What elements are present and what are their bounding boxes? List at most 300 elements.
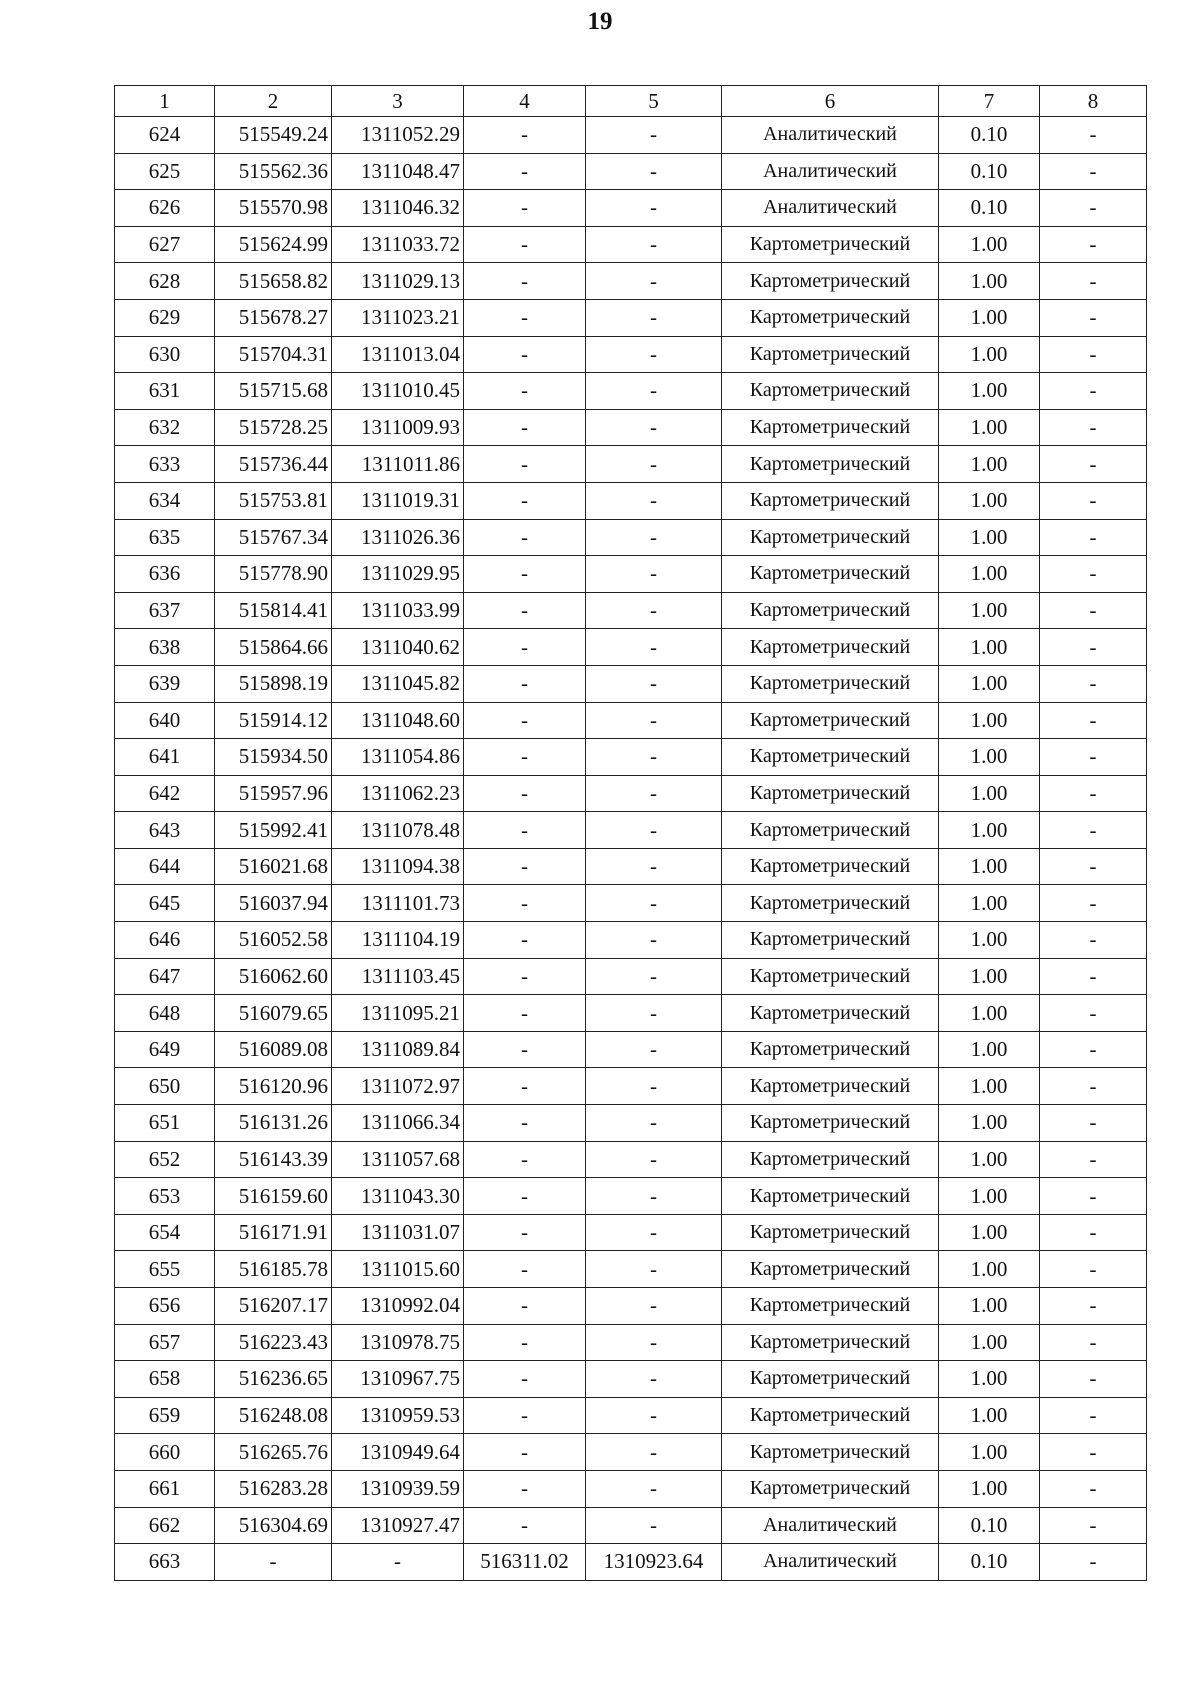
new-y-coordinate-cell: - <box>586 592 722 629</box>
table-row <box>115 1324 1147 1361</box>
y-coordinate-cell: 1311078.48 <box>332 812 464 849</box>
column-header-3: 3 <box>332 86 464 117</box>
new-y-coordinate-cell: - <box>586 299 722 336</box>
new-x-coordinate-cell: - <box>464 1361 586 1398</box>
y-coordinate-cell: 1311066.34 <box>332 1105 464 1142</box>
y-coordinate-cell: 1310967.75 <box>332 1361 464 1398</box>
remark-cell: - <box>1040 1288 1147 1325</box>
remark-cell: - <box>1040 1470 1147 1507</box>
point-number-cell: 638 <box>115 629 215 666</box>
new-y-coordinate-cell: - <box>586 629 722 666</box>
method-cell: Картометрический <box>722 482 939 519</box>
table-row <box>115 446 1147 483</box>
accuracy-cell: 1.00 <box>939 1141 1040 1178</box>
x-coordinate-cell: 515570.98 <box>215 190 332 227</box>
y-coordinate-cell: 1311094.38 <box>332 848 464 885</box>
y-coordinate-cell: 1311048.47 <box>332 153 464 190</box>
new-y-coordinate-cell: - <box>586 1397 722 1434</box>
new-y-coordinate-cell: - <box>586 812 722 849</box>
method-cell: Картометрический <box>722 1105 939 1142</box>
new-x-coordinate-cell: - <box>464 812 586 849</box>
x-coordinate-cell: 515678.27 <box>215 299 332 336</box>
method-cell: Картометрический <box>722 373 939 410</box>
table-row <box>115 1178 1147 1215</box>
y-coordinate-cell: 1311062.23 <box>332 775 464 812</box>
table-row <box>115 922 1147 959</box>
y-coordinate-cell: 1311095.21 <box>332 995 464 1032</box>
y-coordinate-cell: 1311072.97 <box>332 1068 464 1105</box>
new-x-coordinate-cell: - <box>464 665 586 702</box>
new-x-coordinate-cell: - <box>464 1324 586 1361</box>
accuracy-cell: 1.00 <box>939 1361 1040 1398</box>
x-coordinate-cell: 516304.69 <box>215 1507 332 1544</box>
accuracy-cell: 1.00 <box>939 226 1040 263</box>
method-cell: Картометрический <box>722 1031 939 1068</box>
remark-cell: - <box>1040 739 1147 776</box>
new-x-coordinate-cell: 516311.02 <box>464 1544 586 1581</box>
remark-cell: - <box>1040 519 1147 556</box>
new-y-coordinate-cell: - <box>586 665 722 702</box>
new-y-coordinate-cell: - <box>586 739 722 776</box>
y-coordinate-cell: 1311046.32 <box>332 190 464 227</box>
remark-cell: - <box>1040 702 1147 739</box>
y-coordinate-cell: 1311103.45 <box>332 958 464 995</box>
method-cell: Аналитический <box>722 1544 939 1581</box>
new-y-coordinate-cell: - <box>586 446 722 483</box>
remark-cell: - <box>1040 190 1147 227</box>
table-row <box>115 1434 1147 1471</box>
point-number-cell: 631 <box>115 373 215 410</box>
remark-cell: - <box>1040 1105 1147 1142</box>
x-coordinate-cell: 516037.94 <box>215 885 332 922</box>
method-cell: Картометрический <box>722 446 939 483</box>
method-cell: Картометрический <box>722 556 939 593</box>
point-number-cell: 656 <box>115 1288 215 1325</box>
new-y-coordinate-cell: 1310923.64 <box>586 1544 722 1581</box>
table-row <box>115 775 1147 812</box>
remark-cell: - <box>1040 995 1147 1032</box>
accuracy-cell: 1.00 <box>939 1324 1040 1361</box>
x-coordinate-cell: 516207.17 <box>215 1288 332 1325</box>
remark-cell: - <box>1040 1141 1147 1178</box>
remark-cell: - <box>1040 409 1147 446</box>
accuracy-cell: 1.00 <box>939 995 1040 1032</box>
accuracy-cell: 1.00 <box>939 1105 1040 1142</box>
accuracy-cell: 1.00 <box>939 812 1040 849</box>
new-x-coordinate-cell: - <box>464 117 586 154</box>
new-y-coordinate-cell: - <box>586 409 722 446</box>
point-number-cell: 652 <box>115 1141 215 1178</box>
table-row <box>115 885 1147 922</box>
x-coordinate-cell: 516052.58 <box>215 922 332 959</box>
new-x-coordinate-cell: - <box>464 1031 586 1068</box>
remark-cell: - <box>1040 812 1147 849</box>
point-number-cell: 650 <box>115 1068 215 1105</box>
x-coordinate-cell: 516079.65 <box>215 995 332 1032</box>
point-number-cell: 651 <box>115 1105 215 1142</box>
table-body <box>115 117 1147 1581</box>
method-cell: Картометрический <box>722 812 939 849</box>
accuracy-cell: 0.10 <box>939 1544 1040 1581</box>
new-y-coordinate-cell: - <box>586 1324 722 1361</box>
new-x-coordinate-cell: - <box>464 775 586 812</box>
point-number-cell: 632 <box>115 409 215 446</box>
y-coordinate-cell: 1311033.72 <box>332 226 464 263</box>
new-y-coordinate-cell: - <box>586 1178 722 1215</box>
x-coordinate-cell: 515658.82 <box>215 263 332 300</box>
accuracy-cell: 1.00 <box>939 775 1040 812</box>
remark-cell: - <box>1040 665 1147 702</box>
remark-cell: - <box>1040 1544 1147 1581</box>
table-row <box>115 592 1147 629</box>
new-y-coordinate-cell: - <box>586 1361 722 1398</box>
new-x-coordinate-cell: - <box>464 373 586 410</box>
method-cell: Картометрический <box>722 226 939 263</box>
table-row <box>115 812 1147 849</box>
remark-cell: - <box>1040 1324 1147 1361</box>
point-number-cell: 649 <box>115 1031 215 1068</box>
new-y-coordinate-cell: - <box>586 922 722 959</box>
new-x-coordinate-cell: - <box>464 922 586 959</box>
accuracy-cell: 1.00 <box>939 1470 1040 1507</box>
point-number-cell: 647 <box>115 958 215 995</box>
y-coordinate-cell: - <box>332 1544 464 1581</box>
remark-cell: - <box>1040 117 1147 154</box>
x-coordinate-cell: 515914.12 <box>215 702 332 739</box>
x-coordinate-cell: 516089.08 <box>215 1031 332 1068</box>
remark-cell: - <box>1040 1397 1147 1434</box>
method-cell: Картометрический <box>722 519 939 556</box>
table-row <box>115 1361 1147 1398</box>
new-x-coordinate-cell: - <box>464 409 586 446</box>
point-number-cell: 629 <box>115 299 215 336</box>
x-coordinate-cell: 515753.81 <box>215 482 332 519</box>
y-coordinate-cell: 1311029.95 <box>332 556 464 593</box>
point-number-cell: 643 <box>115 812 215 849</box>
new-y-coordinate-cell: - <box>586 702 722 739</box>
x-coordinate-cell: 515957.96 <box>215 775 332 812</box>
new-y-coordinate-cell: - <box>586 336 722 373</box>
remark-cell: - <box>1040 1031 1147 1068</box>
table-row <box>115 373 1147 410</box>
column-header-1: 1 <box>115 86 215 117</box>
point-number-cell: 635 <box>115 519 215 556</box>
point-number-cell: 654 <box>115 1214 215 1251</box>
y-coordinate-cell: 1311052.29 <box>332 117 464 154</box>
x-coordinate-cell: 516265.76 <box>215 1434 332 1471</box>
new-x-coordinate-cell: - <box>464 1251 586 1288</box>
point-number-cell: 642 <box>115 775 215 812</box>
accuracy-cell: 0.10 <box>939 1507 1040 1544</box>
new-y-coordinate-cell: - <box>586 1031 722 1068</box>
point-number-cell: 630 <box>115 336 215 373</box>
y-coordinate-cell: 1311033.99 <box>332 592 464 629</box>
point-number-cell: 636 <box>115 556 215 593</box>
method-cell: Картометрический <box>722 1251 939 1288</box>
method-cell: Картометрический <box>722 1470 939 1507</box>
remark-cell: - <box>1040 848 1147 885</box>
method-cell: Картометрический <box>722 1434 939 1471</box>
accuracy-cell: 1.00 <box>939 885 1040 922</box>
y-coordinate-cell: 1311029.13 <box>332 263 464 300</box>
column-header-6: 6 <box>722 86 939 117</box>
y-coordinate-cell: 1311010.45 <box>332 373 464 410</box>
new-y-coordinate-cell: - <box>586 775 722 812</box>
x-coordinate-cell: 516062.60 <box>215 958 332 995</box>
point-number-cell: 637 <box>115 592 215 629</box>
point-number-cell: 655 <box>115 1251 215 1288</box>
y-coordinate-cell: 1311045.82 <box>332 665 464 702</box>
new-x-coordinate-cell: - <box>464 1141 586 1178</box>
point-number-cell: 658 <box>115 1361 215 1398</box>
table-row <box>115 299 1147 336</box>
method-cell: Картометрический <box>722 885 939 922</box>
remark-cell: - <box>1040 446 1147 483</box>
new-y-coordinate-cell: - <box>586 958 722 995</box>
remark-cell: - <box>1040 592 1147 629</box>
remark-cell: - <box>1040 922 1147 959</box>
new-y-coordinate-cell: - <box>586 1068 722 1105</box>
y-coordinate-cell: 1310992.04 <box>332 1288 464 1325</box>
new-x-coordinate-cell: - <box>464 958 586 995</box>
method-cell: Картометрический <box>722 1178 939 1215</box>
point-number-cell: 624 <box>115 117 215 154</box>
accuracy-cell: 1.00 <box>939 336 1040 373</box>
accuracy-cell: 1.00 <box>939 482 1040 519</box>
accuracy-cell: 1.00 <box>939 1251 1040 1288</box>
accuracy-cell: 1.00 <box>939 702 1040 739</box>
remark-cell: - <box>1040 226 1147 263</box>
x-coordinate-cell: 515814.41 <box>215 592 332 629</box>
y-coordinate-cell: 1311040.62 <box>332 629 464 666</box>
method-cell: Картометрический <box>722 1288 939 1325</box>
new-x-coordinate-cell: - <box>464 1178 586 1215</box>
table-row <box>115 190 1147 227</box>
method-cell: Картометрический <box>722 1214 939 1251</box>
accuracy-cell: 0.10 <box>939 190 1040 227</box>
remark-cell: - <box>1040 1214 1147 1251</box>
accuracy-cell: 1.00 <box>939 519 1040 556</box>
point-number-cell: 645 <box>115 885 215 922</box>
table-row <box>115 739 1147 776</box>
x-coordinate-cell: 515715.68 <box>215 373 332 410</box>
table-row <box>115 629 1147 666</box>
new-y-coordinate-cell: - <box>586 556 722 593</box>
new-x-coordinate-cell: - <box>464 592 586 629</box>
new-y-coordinate-cell: - <box>586 1434 722 1471</box>
remark-cell: - <box>1040 1251 1147 1288</box>
table-row <box>115 848 1147 885</box>
y-coordinate-cell: 1311009.93 <box>332 409 464 446</box>
point-number-cell: 628 <box>115 263 215 300</box>
method-cell: Картометрический <box>722 1068 939 1105</box>
new-x-coordinate-cell: - <box>464 190 586 227</box>
remark-cell: - <box>1040 153 1147 190</box>
y-coordinate-cell: 1310939.59 <box>332 1470 464 1507</box>
remark-cell: - <box>1040 373 1147 410</box>
table-row <box>115 1288 1147 1325</box>
point-number-cell: 662 <box>115 1507 215 1544</box>
new-y-coordinate-cell: - <box>586 482 722 519</box>
y-coordinate-cell: 1311048.60 <box>332 702 464 739</box>
new-y-coordinate-cell: - <box>586 848 722 885</box>
y-coordinate-cell: 1310927.47 <box>332 1507 464 1544</box>
new-y-coordinate-cell: - <box>586 885 722 922</box>
x-coordinate-cell: 515767.34 <box>215 519 332 556</box>
method-cell: Картометрический <box>722 409 939 446</box>
method-cell: Картометрический <box>722 1397 939 1434</box>
table-row <box>115 482 1147 519</box>
new-y-coordinate-cell: - <box>586 1507 722 1544</box>
y-coordinate-cell: 1311043.30 <box>332 1178 464 1215</box>
accuracy-cell: 1.00 <box>939 922 1040 959</box>
accuracy-cell: 1.00 <box>939 556 1040 593</box>
accuracy-cell: 1.00 <box>939 409 1040 446</box>
x-coordinate-cell: 515778.90 <box>215 556 332 593</box>
method-cell: Картометрический <box>722 922 939 959</box>
point-number-cell: 639 <box>115 665 215 702</box>
accuracy-cell: 1.00 <box>939 299 1040 336</box>
new-x-coordinate-cell: - <box>464 885 586 922</box>
x-coordinate-cell: 515864.66 <box>215 629 332 666</box>
x-coordinate-cell: 516185.78 <box>215 1251 332 1288</box>
y-coordinate-cell: 1311011.86 <box>332 446 464 483</box>
new-x-coordinate-cell: - <box>464 1397 586 1434</box>
method-cell: Аналитический <box>722 117 939 154</box>
point-number-cell: 660 <box>115 1434 215 1471</box>
table-row <box>115 1214 1147 1251</box>
remark-cell: - <box>1040 336 1147 373</box>
point-number-cell: 625 <box>115 153 215 190</box>
table-row <box>115 1105 1147 1142</box>
y-coordinate-cell: 1310959.53 <box>332 1397 464 1434</box>
x-coordinate-cell: - <box>215 1544 332 1581</box>
remark-cell: - <box>1040 263 1147 300</box>
method-cell: Картометрический <box>722 592 939 629</box>
table-row <box>115 1544 1147 1581</box>
y-coordinate-cell: 1311101.73 <box>332 885 464 922</box>
method-cell: Картометрический <box>722 1361 939 1398</box>
page-number: 19 <box>587 8 613 35</box>
table-row <box>115 117 1147 154</box>
remark-cell: - <box>1040 1361 1147 1398</box>
method-cell: Картометрический <box>722 263 939 300</box>
accuracy-cell: 1.00 <box>939 373 1040 410</box>
new-y-coordinate-cell: - <box>586 519 722 556</box>
table-row <box>115 702 1147 739</box>
accuracy-cell: 0.10 <box>939 117 1040 154</box>
x-coordinate-cell: 515934.50 <box>215 739 332 776</box>
method-cell: Аналитический <box>722 190 939 227</box>
new-y-coordinate-cell: - <box>586 1141 722 1178</box>
table-row <box>115 958 1147 995</box>
accuracy-cell: 1.00 <box>939 592 1040 629</box>
x-coordinate-cell: 515898.19 <box>215 665 332 702</box>
accuracy-cell: 1.00 <box>939 446 1040 483</box>
new-x-coordinate-cell: - <box>464 1434 586 1471</box>
table-row <box>115 1507 1147 1544</box>
table-header-row <box>115 86 1147 117</box>
remark-cell: - <box>1040 1068 1147 1105</box>
x-coordinate-cell: 516120.96 <box>215 1068 332 1105</box>
new-y-coordinate-cell: - <box>586 1105 722 1142</box>
new-y-coordinate-cell: - <box>586 190 722 227</box>
table-row <box>115 409 1147 446</box>
new-x-coordinate-cell: - <box>464 629 586 666</box>
table-row <box>115 153 1147 190</box>
new-x-coordinate-cell: - <box>464 446 586 483</box>
point-number-cell: 641 <box>115 739 215 776</box>
x-coordinate-cell: 515549.24 <box>215 117 332 154</box>
x-coordinate-cell: 516236.65 <box>215 1361 332 1398</box>
accuracy-cell: 0.10 <box>939 153 1040 190</box>
x-coordinate-cell: 516171.91 <box>215 1214 332 1251</box>
y-coordinate-cell: 1311057.68 <box>332 1141 464 1178</box>
new-x-coordinate-cell: - <box>464 702 586 739</box>
point-number-cell: 657 <box>115 1324 215 1361</box>
accuracy-cell: 1.00 <box>939 263 1040 300</box>
remark-cell: - <box>1040 299 1147 336</box>
new-y-coordinate-cell: - <box>586 1288 722 1325</box>
new-x-coordinate-cell: - <box>464 226 586 263</box>
y-coordinate-cell: 1310978.75 <box>332 1324 464 1361</box>
column-header-5: 5 <box>586 86 722 117</box>
new-y-coordinate-cell: - <box>586 153 722 190</box>
x-coordinate-cell: 516248.08 <box>215 1397 332 1434</box>
accuracy-cell: 1.00 <box>939 848 1040 885</box>
new-x-coordinate-cell: - <box>464 519 586 556</box>
new-x-coordinate-cell: - <box>464 1105 586 1142</box>
y-coordinate-cell: 1311026.36 <box>332 519 464 556</box>
coordinates-table <box>114 85 1147 1581</box>
x-coordinate-cell: 515728.25 <box>215 409 332 446</box>
new-x-coordinate-cell: - <box>464 1470 586 1507</box>
accuracy-cell: 1.00 <box>939 1397 1040 1434</box>
method-cell: Картометрический <box>722 1141 939 1178</box>
remark-cell: - <box>1040 775 1147 812</box>
new-x-coordinate-cell: - <box>464 848 586 885</box>
table-row <box>115 1397 1147 1434</box>
table-row <box>115 556 1147 593</box>
accuracy-cell: 1.00 <box>939 1031 1040 1068</box>
method-cell: Аналитический <box>722 1507 939 1544</box>
method-cell: Картометрический <box>722 995 939 1032</box>
y-coordinate-cell: 1311104.19 <box>332 922 464 959</box>
accuracy-cell: 1.00 <box>939 1068 1040 1105</box>
table-row <box>115 519 1147 556</box>
remark-cell: - <box>1040 1178 1147 1215</box>
x-coordinate-cell: 515624.99 <box>215 226 332 263</box>
point-number-cell: 634 <box>115 482 215 519</box>
table-row <box>115 995 1147 1032</box>
accuracy-cell: 1.00 <box>939 629 1040 666</box>
new-y-coordinate-cell: - <box>586 263 722 300</box>
point-number-cell: 627 <box>115 226 215 263</box>
accuracy-cell: 1.00 <box>939 1434 1040 1471</box>
new-x-coordinate-cell: - <box>464 995 586 1032</box>
remark-cell: - <box>1040 1507 1147 1544</box>
new-x-coordinate-cell: - <box>464 153 586 190</box>
x-coordinate-cell: 515562.36 <box>215 153 332 190</box>
new-x-coordinate-cell: - <box>464 1288 586 1325</box>
point-number-cell: 646 <box>115 922 215 959</box>
new-y-coordinate-cell: - <box>586 226 722 263</box>
point-number-cell: 648 <box>115 995 215 1032</box>
column-header-4: 4 <box>464 86 586 117</box>
point-number-cell: 661 <box>115 1470 215 1507</box>
method-cell: Картометрический <box>722 665 939 702</box>
method-cell: Картометрический <box>722 848 939 885</box>
